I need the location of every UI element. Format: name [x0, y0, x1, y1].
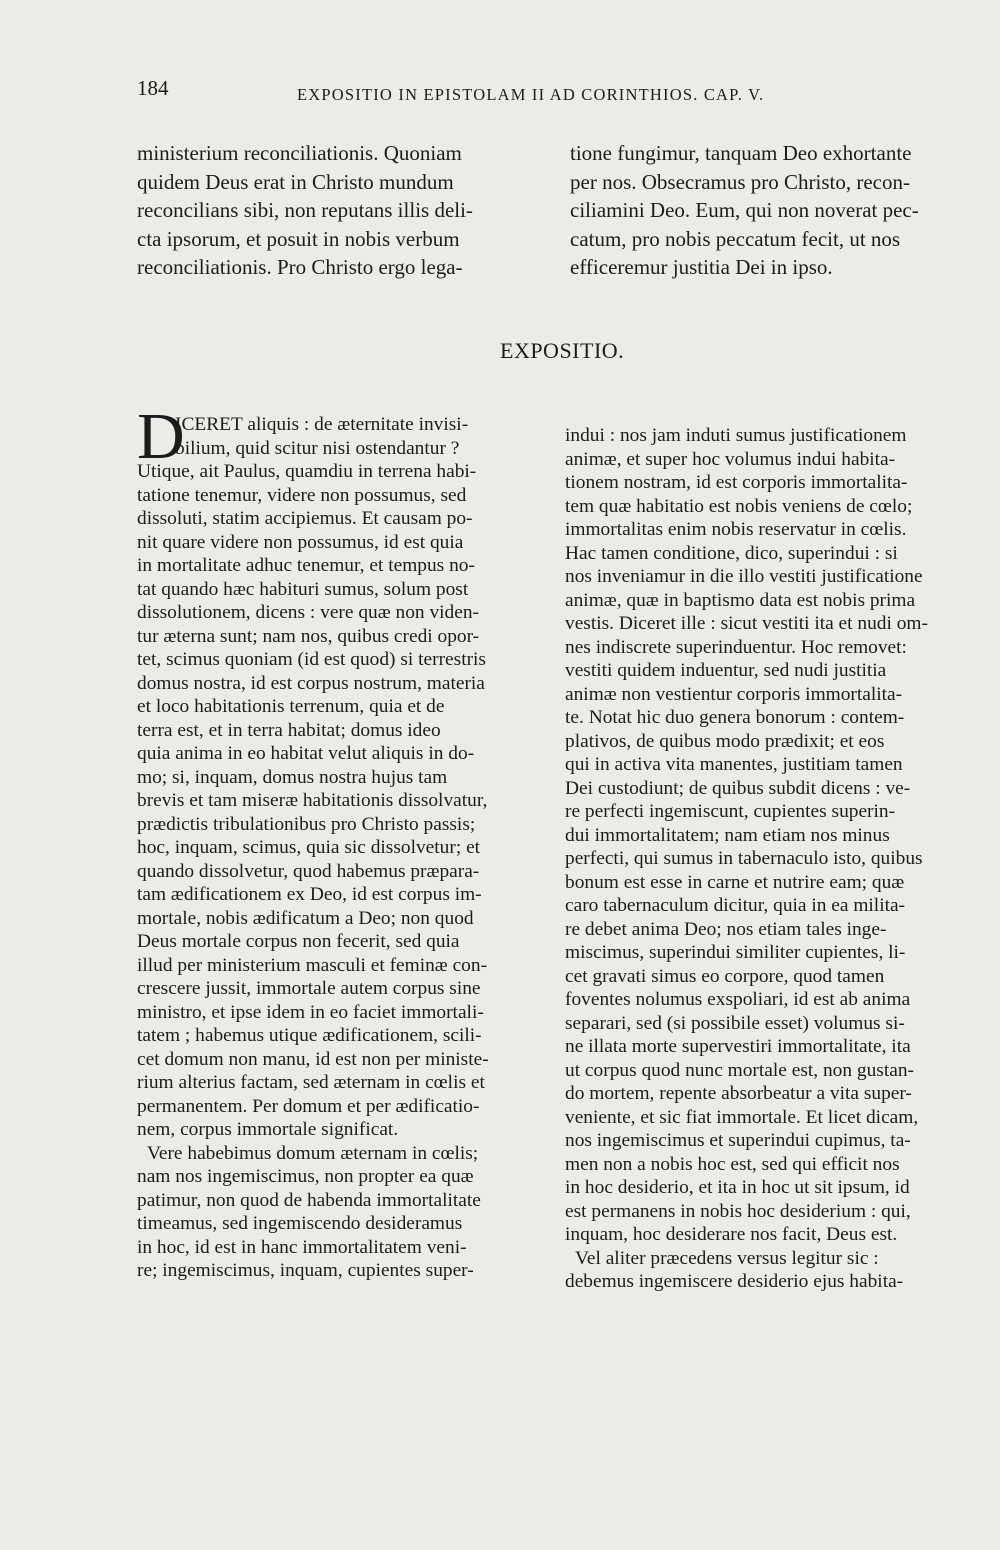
text-line: permanentem. Per domum et per ædificatio-	[137, 1095, 480, 1117]
text-line: cet gravati simus eo corpore, quod tamen	[565, 965, 885, 987]
text-line: mo; si, inquam, domus nostra hujus tam	[137, 766, 448, 788]
text-line: dui immortalitatem; nam etiam nos minus	[565, 824, 890, 846]
text-line: tur æterna sunt; nam nos, quibus credi opor-	[137, 625, 480, 647]
text-line: cet domum non manu, id est non per ministe-	[137, 1048, 489, 1070]
text-line: plativos, de quibus modo prædixit; et eos	[565, 730, 885, 752]
text-line: do mortem, repente absorbeatur a vita super-	[565, 1083, 912, 1104]
text-line: in mortalitate adhuc tenemur, et tempus no-	[137, 555, 475, 576]
text-line: nos inveniamur in die illo vestiti justificatione	[565, 566, 923, 587]
text-line: tione fungimur, tanquam Deo exhortante	[570, 141, 912, 165]
running-title: EXPOSITIO IN EPISTOLAM II AD CORINTHIOS. CAP. V.	[297, 85, 765, 104]
text-line: animæ, quæ in baptismo data est nobis prima	[565, 589, 916, 611]
text-line: qui in activa vita manentes, justitiam tamen	[565, 754, 903, 775]
text-line: tat quando hæc habituri sumus, solum post	[137, 578, 469, 600]
text-line: nem, corpus immortale significat.	[137, 1119, 399, 1140]
text-line: debemus ingemiscere desiderio ejus habita-	[565, 1271, 904, 1292]
text-line: te. Notat hic duo genera bonorum : contem-	[565, 707, 905, 728]
text-line: prædictis tribulationibus pro Christo passis;	[137, 813, 476, 835]
text-line: dissoluti, statim accipiemus. Et causam po-	[137, 508, 473, 529]
text-line: tet, scimus quoniam (id est quod) si terrestris	[137, 649, 486, 670]
text-line: animæ non vestientur corporis immortalita-	[565, 683, 903, 705]
text-line: ne illata morte supervestiri immortalitate, ita	[565, 1036, 911, 1057]
lead-text-left	[137, 139, 545, 282]
text-line: catum, pro nobis peccatum fecit, ut nos	[570, 226, 901, 251]
text-line: dissolutionem, dicens : vere quæ non viden-	[137, 602, 479, 623]
text-line: quia anima in eo habitat velut aliquis in do-	[137, 743, 475, 764]
text-line: est permanens in nobis hoc desiderium : qui,	[565, 1200, 911, 1222]
text-line: Vere habebimus domum æternam in cœlis;	[147, 1142, 479, 1164]
text-line: animæ, et super hoc volumus indui habita-	[565, 448, 896, 470]
text-line: tem quæ habitatio est nobis veniens de cœlo;	[565, 495, 913, 517]
text-line: ministro, et ipse idem in eo faciet immortali-	[137, 1001, 484, 1023]
text-line: re debet anima Deo; nos etiam tales inge-	[565, 918, 887, 940]
text-line: patimur, non quod de habenda immortalitate	[137, 1189, 481, 1211]
text-line: men non a nobis hoc est, sed qui efficit nos	[565, 1153, 900, 1175]
text-line: miscimus, superindui similiter cupientes, li-	[565, 942, 906, 963]
text-line: indui : nos jam induti sumus justificationem	[565, 425, 907, 446]
text-line: in hoc desiderio, et ita in hoc ut sit ipsum, id	[565, 1177, 910, 1198]
body-column-left	[137, 413, 545, 1283]
text-line: cta ipsorum, et posuit in nobis verbum	[137, 226, 460, 251]
text-line: crescere jussit, immortale autem corpus sine	[137, 978, 481, 999]
text-line: vestiti quidem induentur, sed nudi justitia	[565, 660, 887, 681]
text-line: bilium, quid scitur nisi ostendantur ?	[175, 437, 460, 459]
text-line: hoc, inquam, scimus, quia sic dissolvetur; et	[137, 837, 481, 858]
text-line: nes indiscrete superinduentur. Hoc removet:	[565, 636, 907, 658]
page-number: 184	[137, 76, 169, 100]
text-line: foventes nolumus exspoliari, id est ab anima	[565, 989, 911, 1010]
text-line: tionem nostram, id est corporis immortalita-	[565, 472, 908, 493]
text-line: efficeremur justitia Dei in ipso.	[570, 255, 833, 279]
text-line: ICERET aliquis : de æternitate invisi-	[175, 414, 469, 435]
text-line: immortalitas enim nobis reservatur in cœlis.	[565, 519, 907, 540]
text-line: caro tabernaculum dicitur, quia in ea milita-	[565, 895, 906, 916]
lead-text-right	[570, 139, 960, 282]
text-line: ut corpus quod nunc mortale est, non gustan-	[565, 1059, 914, 1081]
text-line: bonum est esse in carne et nutrire eam; quæ	[565, 871, 905, 893]
text-line: Vel aliter præcedens versus legitur sic :	[575, 1247, 879, 1269]
text-line: veniente, et sic fiat immortale. Et licet dicam,	[565, 1106, 919, 1128]
text-line: reconciliationis. Pro Christo ergo lega-	[137, 255, 463, 279]
text-line: mortale, nobis ædificatum a Deo; non quod	[137, 907, 474, 929]
text-line: timeamus, sed ingemiscendo desideramus	[137, 1213, 463, 1234]
text-line: nos ingemiscimus et superindui cupimus, ta-	[565, 1130, 911, 1151]
text-line: nam nos ingemiscimus, non propter ea quæ	[137, 1166, 474, 1187]
text-line: Deus mortale corpus non fecerit, sed quia	[137, 931, 460, 952]
drop-cap: D	[137, 400, 185, 473]
text-line: per nos. Obsecramus pro Christo, recon-	[570, 169, 910, 194]
text-line: perfecti, qui sumus in tabernaculo isto, quibus	[565, 848, 923, 869]
text-line: separari, sed (si possibile esset) volumus si-	[565, 1012, 905, 1034]
section-heading: EXPOSITIO.	[500, 338, 625, 363]
text-line: tam ædificationem ex Deo, id est corpus im-	[137, 884, 482, 905]
text-line: Utique, ait Paulus, quamdiu in terrena habi-	[137, 461, 477, 482]
text-line: quidem Deus erat in Christo mundum	[137, 169, 454, 194]
text-line: Hac tamen conditione, dico, superindui : si	[565, 542, 898, 564]
text-line: ministerium reconciliationis. Quoniam	[137, 141, 462, 165]
text-line: ciliamini Deo. Eum, qui non noverat pec-	[570, 198, 919, 222]
text-line: tatem ; habemus utique ædificationem, scili-	[137, 1025, 482, 1046]
text-line: in hoc, id est in hanc immortalitatem veni-	[137, 1236, 467, 1258]
text-line: illud per ministerium masculi et feminæ con-	[137, 954, 488, 976]
text-line: quando dissolvetur, quod habemus præpara-	[137, 860, 480, 882]
text-line: nit quare videre non possumus, id est quia	[137, 531, 464, 553]
text-line: brevis et tam miseræ habitationis dissolvatur,	[137, 790, 488, 811]
text-line: Dei custodiunt; de quibus subdit dicens : ve-	[565, 777, 911, 799]
text-line: reconcilians sibi, non reputans illis deli-	[137, 198, 473, 222]
body-column-right	[565, 424, 965, 1294]
text-line: terra est, et in terra habitat; domus ideo	[137, 719, 441, 741]
text-line: et loco habitationis terrenum, quia et de	[137, 696, 445, 717]
text-line: re; ingemiscimus, inquam, cupientes super-	[137, 1260, 474, 1281]
text-line: inquam, hoc desiderare nos facit, Deus est.	[565, 1224, 898, 1245]
text-line: vestis. Diceret ille : sicut vestiti ita et nudi om-	[565, 613, 928, 634]
text-line: domus nostra, id est corpus nostrum, materia	[137, 672, 485, 694]
text-line: re perfecti ingemiscunt, cupientes superin-	[565, 801, 896, 822]
text-line: rium alterius factam, sed æternam in cœlis et	[137, 1072, 485, 1093]
text-line: tatione tenemur, videre non possumus, sed	[137, 484, 467, 506]
